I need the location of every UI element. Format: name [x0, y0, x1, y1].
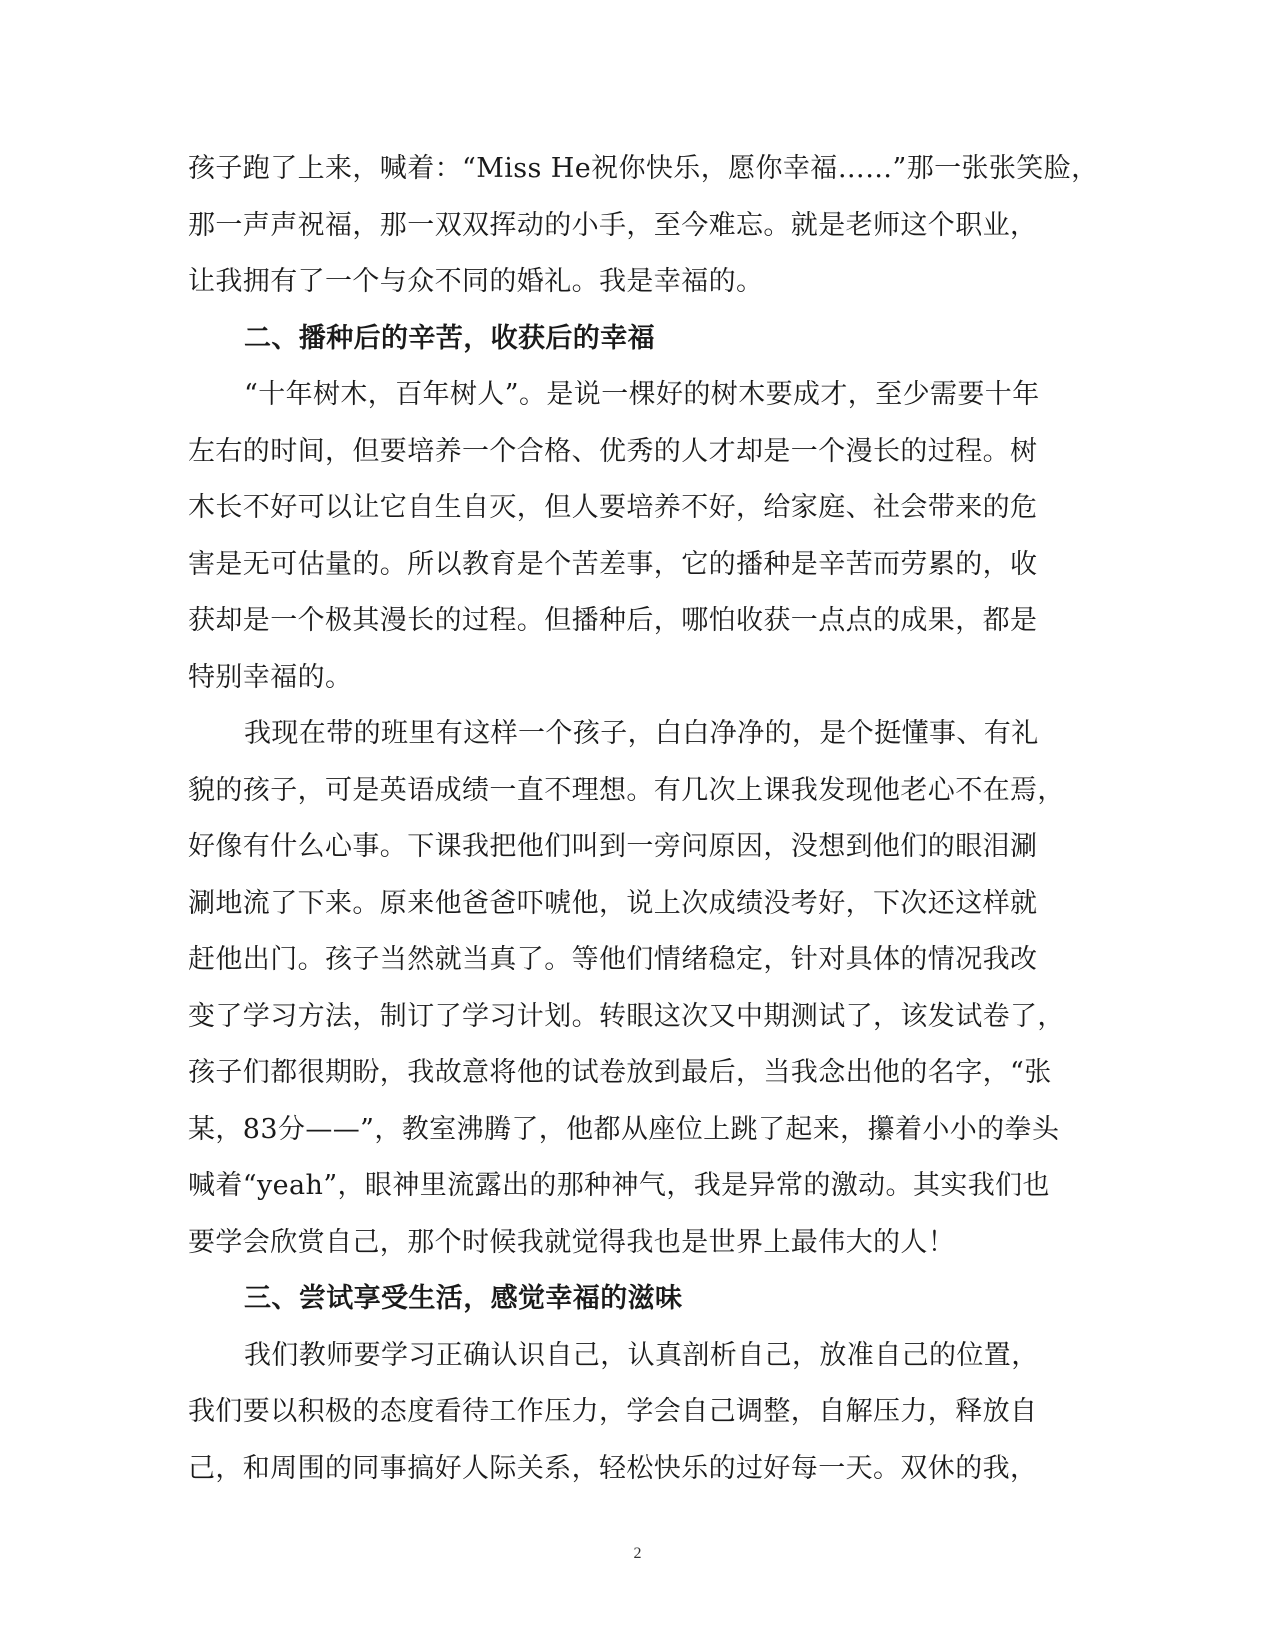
body-line: 喊着“yeah”，眼神里流露出的那种神气，我是异常的激动。其实我们也	[188, 1170, 1050, 1201]
paragraph-first-line: “十年树木，百年树人”。是说一棵好的树木要成才，至少需要十年	[244, 379, 1040, 410]
body-line: 赶他出门。孩子当然就当真了。等他们情绪稳定，针对具体的情况我改	[188, 944, 1038, 975]
page-number: 2	[633, 1545, 642, 1562]
body-line: 己，和周围的同事搞好人际关系，轻松快乐的过好每一天。双休的我，	[188, 1452, 1038, 1484]
paragraph-first-line: 我现在带的班里有这样一个孩子，白白净净的，是个挺懂事、有礼	[244, 718, 1039, 749]
body-line: 获却是一个极其漫长的过程。但播种后，哪怕收获一点点的成果，都是	[188, 605, 1038, 636]
body-line: 变了学习方法，制订了学习计划。转眼这次又中期测试了，该发试卷了，	[188, 1000, 1065, 1032]
body-line: 某，83分——”，教室沸腾了，他都从座位上跳了起来，攥着小小的拳头	[188, 1113, 1060, 1145]
body-line: 我们要以积极的态度看待工作压力，学会自己调整，自解压力，释放自	[188, 1396, 1038, 1427]
body-line: 让我拥有了一个与众不同的婚礼。我是幸福的。	[188, 266, 764, 297]
body-line: 孩子跑了上来，喊着：“Miss He祝你快乐，愿你幸福……”那一张张笑脸，	[188, 153, 1099, 184]
body-line: 孩子们都很期盼，我故意将他的试卷放到最后，当我念出他的名字，“张	[188, 1057, 1052, 1088]
body-line: 好像有什么心事。下课我把他们叫到一旁问原因，没想到他们的眼泪涮	[188, 831, 1038, 862]
section-heading: 二、播种后的辛苦，收获后的幸福	[244, 322, 655, 354]
body-line: 左右的时间，但要培养一个合格、优秀的人才却是一个漫长的过程。树	[188, 435, 1038, 467]
section-heading: 三、尝试享受生活，感觉幸福的滋味	[244, 1283, 683, 1314]
body-line: 貌的孩子，可是英语成绩一直不理想。有几次上课我发现他老心不在焉，	[188, 774, 1065, 806]
body-line: 害是无可估量的。所以教育是个苦差事，它的播种是辛苦而劳累的，收	[188, 548, 1038, 580]
body-line: 木长不好可以让它自生自灭，但人要培养不好，给家庭、社会带来的危	[188, 492, 1038, 523]
body-line: 特别幸福的。	[188, 661, 353, 693]
body-line: 要学会欣赏自己，那个时候我就觉得我也是世界上最伟大的人！	[188, 1226, 956, 1258]
paragraph-first-line: 我们教师要学习正确认识自己，认真剖析自己，放准自己的位置，	[244, 1339, 1039, 1371]
document-body	[188, 141, 1098, 1497]
body-line: 那一声声祝福，那一双双挥动的小手，至今难忘。就是老师这个职业，	[188, 209, 1038, 241]
body-line: 涮地流了下来。原来他爸爸吓唬他，说上次成绩没考好，下次还这样就	[188, 887, 1038, 919]
